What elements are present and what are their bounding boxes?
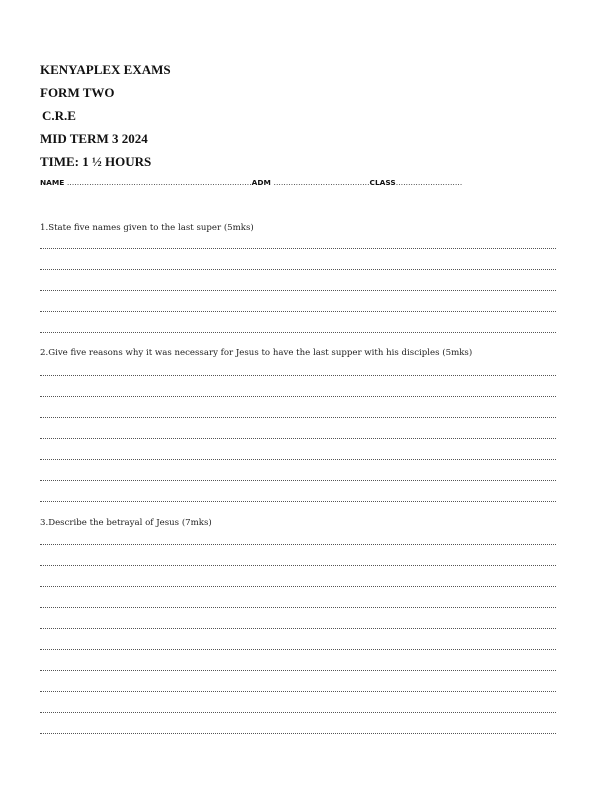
class-label: CLASS [369,178,396,187]
answer-line [40,480,556,481]
subject-name: C.R.E [42,108,76,123]
answer-area[interactable] [40,375,556,502]
exam-term: MID TERM 3 2024 [40,131,148,146]
question-1 [40,221,556,333]
answer-line [40,586,556,587]
answer-line [40,501,556,502]
adm-label: ADM [251,178,271,187]
question-2 [40,346,556,502]
question-text: 1.State five names given to the last super (5mks) [40,223,254,233]
exam-time: TIME: 1 ½ HOURS [40,154,152,169]
answer-line [40,248,556,249]
answer-line [40,712,556,713]
name-blank[interactable]: ………………………………………………………………… [66,178,252,187]
answer-line [40,565,556,566]
answer-line [40,733,556,734]
adm-blank[interactable]: ………………………………… [273,178,370,187]
answer-line [40,628,556,629]
answer-line [40,459,556,460]
answer-line [40,375,556,376]
name-label: NAME [40,178,65,187]
answer-area[interactable] [40,248,556,333]
student-details-line [40,178,560,187]
answer-line [40,269,556,270]
school-name: KENYAPLEX EXAMS [40,62,171,77]
question-text: 3.Describe the betrayal of Jesus (7mks) [40,518,212,528]
answer-line [40,311,556,312]
answer-area[interactable] [40,544,556,734]
exam-header [40,58,580,173]
answer-line [40,290,556,291]
answer-line [40,649,556,650]
class-blank[interactable]: ……………………… [395,178,463,187]
answer-line [40,670,556,671]
answer-line [40,417,556,418]
answer-line [40,691,556,692]
answer-line [40,396,556,397]
answer-line [40,544,556,545]
question-3 [40,516,556,734]
answer-line [40,438,556,439]
question-text: 2.Give five reasons why it was necessary for Jesus to have the last supper with his disciples (5mks) [40,348,473,358]
answer-line [40,607,556,608]
form-level: FORM TWO [40,85,115,100]
answer-line [40,332,556,333]
